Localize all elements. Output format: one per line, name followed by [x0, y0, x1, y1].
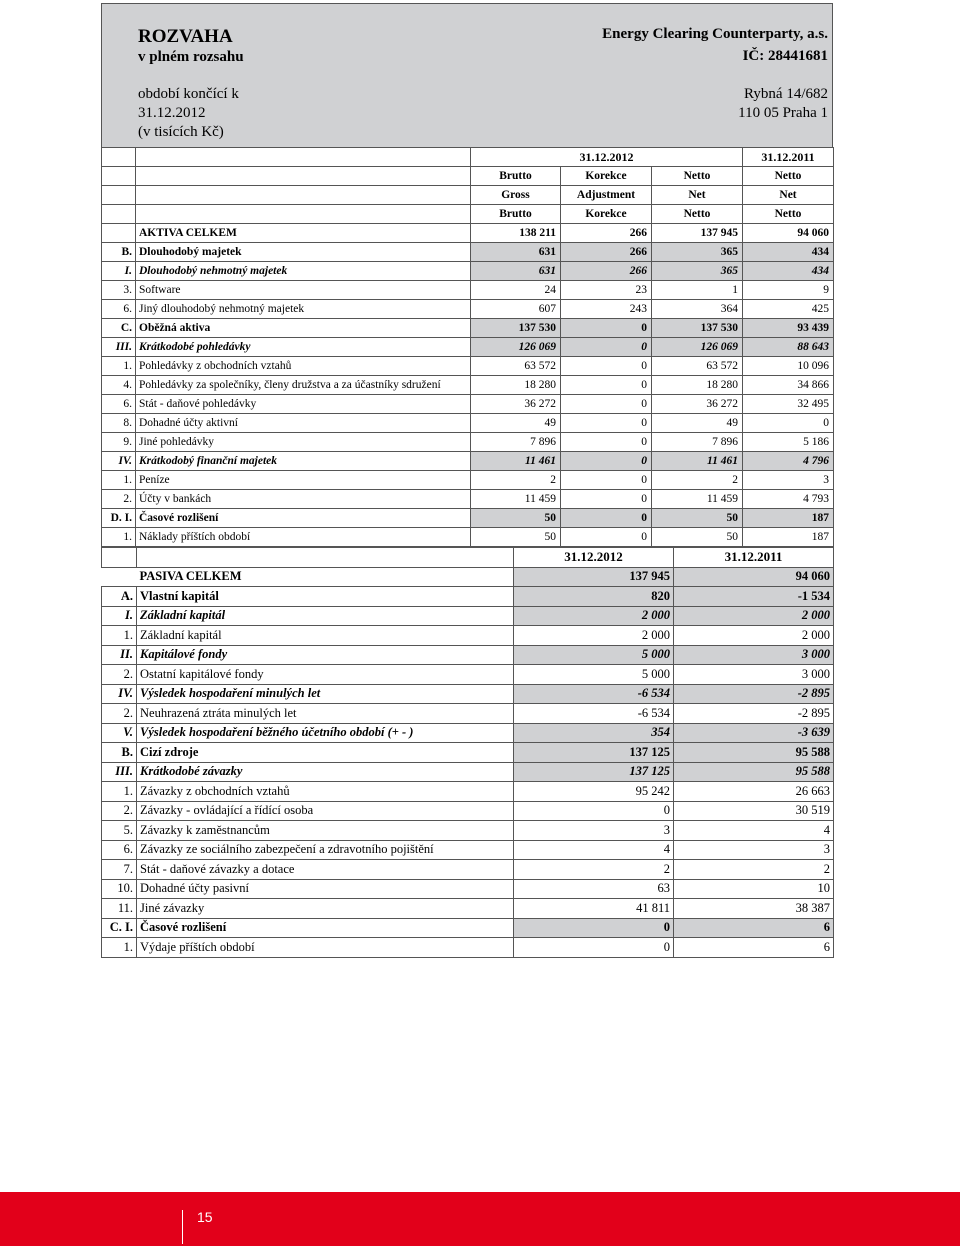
balance-sheet [101, 3, 833, 958]
value-netto-prior: 4 793 [743, 490, 834, 509]
value-brutto: 126 069 [471, 338, 561, 357]
col-header: Netto [743, 167, 834, 186]
value-prior: 95 588 [674, 762, 834, 782]
liabilities-row [102, 626, 834, 646]
value-brutto: 631 [471, 262, 561, 281]
value-netto: 11 459 [652, 490, 743, 509]
value-netto-prior: 425 [743, 300, 834, 319]
report-header [101, 3, 833, 148]
value-prior: 30 519 [674, 801, 834, 821]
assets-column-header-row [102, 167, 834, 186]
assets-date-current: 31.12.2012 [471, 148, 743, 167]
company-address-city: 110 05 Praha 1 [738, 105, 828, 121]
liabilities-row [102, 723, 834, 743]
row-label: Závazky k zaměstnancům [137, 821, 514, 841]
row-label: Krátkodobý finanční majetek [136, 452, 471, 471]
value-prior: 3 000 [674, 665, 834, 685]
value-netto-prior: 434 [743, 262, 834, 281]
assets-row [102, 452, 834, 471]
row-code: 4. [102, 376, 136, 395]
assets-row [102, 281, 834, 300]
assets-row [102, 357, 834, 376]
value-korekce: 0 [561, 357, 652, 376]
value-netto-prior: 0 [743, 414, 834, 433]
value-korekce: 0 [561, 490, 652, 509]
liabilities-row [102, 938, 834, 958]
liabilities-row [102, 606, 834, 626]
row-label: Krátkodobé pohledávky [136, 338, 471, 357]
period-label: období končící k [138, 86, 239, 102]
liabilities-row [102, 587, 834, 607]
value-current: 63 [514, 879, 674, 899]
row-label: Výsledek hospodaření minulých let [137, 684, 514, 704]
row-code: 2. [102, 490, 136, 509]
row-code: 6. [102, 300, 136, 319]
row-code: 2. [102, 704, 137, 724]
value-current: -6 534 [514, 704, 674, 724]
value-brutto: 63 572 [471, 357, 561, 376]
value-prior: 95 588 [674, 743, 834, 763]
row-code: 6. [102, 395, 136, 414]
row-label: Peníze [136, 471, 471, 490]
page-footer [0, 1192, 960, 1246]
liabilities-row [102, 899, 834, 919]
value-netto: 365 [652, 262, 743, 281]
row-label: Stát - daňové závazky a dotace [137, 860, 514, 880]
assets-row [102, 319, 834, 338]
row-label: Časové rozlišení [137, 918, 514, 938]
row-code: II. [102, 645, 137, 665]
value-netto-prior: 4 796 [743, 452, 834, 471]
col-header: Adjustment [561, 186, 652, 205]
value-korekce: 266 [561, 262, 652, 281]
value-prior: 10 [674, 879, 834, 899]
col-header: Net [652, 186, 743, 205]
value-brutto: 137 530 [471, 319, 561, 338]
liabilities-date-current: 31.12.2012 [514, 548, 674, 568]
row-code: 5. [102, 821, 137, 841]
row-code: V. [102, 723, 137, 743]
value-brutto: 2 [471, 471, 561, 490]
liabilities-row [102, 918, 834, 938]
liabilities-date-header-row [102, 548, 834, 568]
value-brutto: 36 272 [471, 395, 561, 414]
row-code: 11. [102, 899, 137, 919]
row-code: IV. [102, 452, 136, 471]
row-code: 9. [102, 433, 136, 452]
value-netto-prior: 434 [743, 243, 834, 262]
liabilities-row [102, 567, 834, 587]
value-prior: 6 [674, 918, 834, 938]
row-code: D. I. [102, 509, 136, 528]
col-header: Netto [652, 205, 743, 224]
row-label: AKTIVA CELKEM [136, 224, 471, 243]
company-name: Energy Clearing Counterparty, a.s. [602, 26, 828, 42]
value-prior: 2 [674, 860, 834, 880]
value-prior: -2 895 [674, 704, 834, 724]
value-netto: 137 530 [652, 319, 743, 338]
liabilities-row [102, 801, 834, 821]
value-prior: 6 [674, 938, 834, 958]
value-current: 137 125 [514, 743, 674, 763]
value-brutto: 24 [471, 281, 561, 300]
value-korekce: 0 [561, 452, 652, 471]
row-label: Výdaje příštích období [137, 938, 514, 958]
value-brutto: 138 211 [471, 224, 561, 243]
liabilities-row [102, 762, 834, 782]
value-netto-prior: 9 [743, 281, 834, 300]
liabilities-row [102, 704, 834, 724]
assets-column-header-row [102, 186, 834, 205]
value-korekce: 23 [561, 281, 652, 300]
col-header: Brutto [471, 167, 561, 186]
value-current: 0 [514, 801, 674, 821]
row-code: 2. [102, 801, 137, 821]
value-netto-prior: 5 186 [743, 433, 834, 452]
value-brutto: 18 280 [471, 376, 561, 395]
liabilities-row [102, 782, 834, 802]
value-korekce: 0 [561, 414, 652, 433]
row-code [102, 224, 136, 243]
value-current: 5 000 [514, 645, 674, 665]
assets-row [102, 338, 834, 357]
value-netto: 7 896 [652, 433, 743, 452]
row-label: Stát - daňové pohledávky [136, 395, 471, 414]
row-label: Kapitálové fondy [137, 645, 514, 665]
row-label: Oběžná aktiva [136, 319, 471, 338]
value-brutto: 50 [471, 509, 561, 528]
value-korekce: 266 [561, 243, 652, 262]
assets-table [101, 147, 834, 547]
assets-date-header-row [102, 148, 834, 167]
col-header: Netto [652, 167, 743, 186]
assets-column-header-row [102, 205, 834, 224]
assets-row [102, 224, 834, 243]
row-code: 1. [102, 938, 137, 958]
value-korekce: 0 [561, 319, 652, 338]
col-header: Korekce [561, 167, 652, 186]
value-prior: 38 387 [674, 899, 834, 919]
value-netto: 2 [652, 471, 743, 490]
assets-row [102, 243, 834, 262]
row-label: Dohadné účty aktivní [136, 414, 471, 433]
liabilities-date-prior: 31.12.2011 [674, 548, 834, 568]
value-korekce: 0 [561, 528, 652, 547]
liabilities-row [102, 645, 834, 665]
row-code: 7. [102, 860, 137, 880]
value-brutto: 607 [471, 300, 561, 319]
row-label: Účty v bankách [136, 490, 471, 509]
assets-date-prior: 31.12.2011 [743, 148, 834, 167]
value-netto: 137 945 [652, 224, 743, 243]
unit-label: (v tisících Kč) [138, 124, 224, 140]
value-korekce: 0 [561, 433, 652, 452]
value-netto-prior: 34 866 [743, 376, 834, 395]
row-code: 1. [102, 782, 137, 802]
value-netto: 1 [652, 281, 743, 300]
value-prior: -3 639 [674, 723, 834, 743]
value-netto-prior: 187 [743, 528, 834, 547]
row-code: 3. [102, 281, 136, 300]
assets-row [102, 471, 834, 490]
row-label: Dlouhodobý majetek [136, 243, 471, 262]
row-label: Základní kapitál [137, 606, 514, 626]
liabilities-row [102, 821, 834, 841]
liabilities-row [102, 684, 834, 704]
row-label: PASIVA CELKEM [139, 569, 242, 584]
value-netto-prior: 88 643 [743, 338, 834, 357]
value-netto: 49 [652, 414, 743, 433]
row-label: Cizí zdroje [137, 743, 514, 763]
report-subtitle: v plném rozsahu [138, 49, 244, 65]
row-label: Neuhrazená ztráta minulých let [137, 704, 514, 724]
value-current: 41 811 [514, 899, 674, 919]
row-code: B. [102, 743, 137, 763]
assets-row [102, 433, 834, 452]
row-code: 1. [102, 471, 136, 490]
col-header: Netto [743, 205, 834, 224]
value-netto-prior: 187 [743, 509, 834, 528]
report-title: ROZVAHA [138, 26, 233, 47]
value-netto: 126 069 [652, 338, 743, 357]
value-current: 0 [514, 918, 674, 938]
value-prior: 4 [674, 821, 834, 841]
row-label: Závazky - ovládající a řídící osoba [137, 801, 514, 821]
row-code: 1. [102, 357, 136, 376]
value-netto-prior: 94 060 [743, 224, 834, 243]
value-brutto: 7 896 [471, 433, 561, 452]
value-prior: 3 000 [674, 645, 834, 665]
liabilities-row [102, 665, 834, 685]
row-code: I. [102, 262, 136, 281]
assets-row [102, 509, 834, 528]
value-netto: 365 [652, 243, 743, 262]
value-netto: 18 280 [652, 376, 743, 395]
row-code: C. I. [102, 918, 137, 938]
row-code: III. [102, 338, 136, 357]
row-label: Závazky z obchodních vztahů [137, 782, 514, 802]
row-code: C. [102, 319, 136, 338]
row-label: Pohledávky z obchodních vztahů [136, 357, 471, 376]
value-netto-prior: 32 495 [743, 395, 834, 414]
assets-row [102, 395, 834, 414]
value-brutto: 50 [471, 528, 561, 547]
value-prior: 3 [674, 840, 834, 860]
row-code: A. [102, 587, 137, 607]
value-prior: -2 895 [674, 684, 834, 704]
value-current: -6 534 [514, 684, 674, 704]
value-current: 354 [514, 723, 674, 743]
row-code: 1. [102, 528, 136, 547]
row-label: Pohledávky za společníky, členy družstva a za účastníky sdružení [136, 376, 471, 395]
value-current: 820 [514, 587, 674, 607]
company-id: IČ: 28441681 [742, 48, 828, 64]
row-label: Krátkodobé závazky [137, 762, 514, 782]
assets-row [102, 300, 834, 319]
value-prior: -1 534 [674, 587, 834, 607]
footer-divider [182, 1210, 183, 1244]
value-netto: 36 272 [652, 395, 743, 414]
value-brutto: 11 461 [471, 452, 561, 471]
col-header: Korekce [561, 205, 652, 224]
assets-row [102, 376, 834, 395]
row-label: Software [136, 281, 471, 300]
period-date: 31.12.2012 [138, 105, 206, 121]
assets-row [102, 528, 834, 547]
row-code: IV. [102, 684, 137, 704]
value-brutto: 11 459 [471, 490, 561, 509]
value-current: 95 242 [514, 782, 674, 802]
value-netto: 50 [652, 509, 743, 528]
row-label: Časové rozlišení [136, 509, 471, 528]
value-current: 5 000 [514, 665, 674, 685]
liabilities-row [102, 860, 834, 880]
row-code: 6. [102, 840, 137, 860]
row-label: Dlouhodobý nehmotný majetek [136, 262, 471, 281]
value-current: 4 [514, 840, 674, 860]
value-korekce: 0 [561, 509, 652, 528]
value-netto-prior: 93 439 [743, 319, 834, 338]
liabilities-table [101, 547, 834, 958]
row-code: 8. [102, 414, 136, 433]
row-code: III. [102, 762, 137, 782]
row-code [102, 567, 137, 587]
value-korekce: 0 [561, 471, 652, 490]
value-current: 3 [514, 821, 674, 841]
row-code: 1. [102, 626, 137, 646]
value-current: 0 [514, 938, 674, 958]
row-label: Jiný dlouhodobý nehmotný majetek [136, 300, 471, 319]
value-prior: 94 060 [674, 567, 834, 587]
value-brutto: 631 [471, 243, 561, 262]
value-current: 2 000 [514, 606, 674, 626]
value-korekce: 266 [561, 224, 652, 243]
liabilities-row [102, 879, 834, 899]
row-label: Závazky ze sociálního zabezpečení a zdravotního pojištění [137, 840, 514, 860]
row-label: Výsledek hospodaření běžného účetního období (+ - ) [137, 723, 514, 743]
assets-row [102, 414, 834, 433]
value-netto: 50 [652, 528, 743, 547]
value-korekce: 0 [561, 395, 652, 414]
value-korekce: 0 [561, 338, 652, 357]
assets-row [102, 490, 834, 509]
row-label: Dohadné účty pasivní [137, 879, 514, 899]
assets-row [102, 262, 834, 281]
value-netto-prior: 3 [743, 471, 834, 490]
value-prior: 2 000 [674, 626, 834, 646]
row-code: I. [102, 606, 137, 626]
value-prior: 2 000 [674, 606, 834, 626]
value-korekce: 0 [561, 376, 652, 395]
row-code: 2. [102, 665, 137, 685]
value-current: 2 000 [514, 626, 674, 646]
page-number: 15 [197, 1209, 213, 1225]
row-label: Náklady příštích období [136, 528, 471, 547]
row-label: Jiné pohledávky [136, 433, 471, 452]
value-current: 137 945 [514, 567, 674, 587]
row-label: Vlastní kapitál [137, 587, 514, 607]
value-current: 137 125 [514, 762, 674, 782]
value-korekce: 243 [561, 300, 652, 319]
row-code: B. [102, 243, 136, 262]
value-netto: 11 461 [652, 452, 743, 471]
row-label: Jiné závazky [137, 899, 514, 919]
liabilities-row [102, 743, 834, 763]
row-label: Základní kapitál [137, 626, 514, 646]
liabilities-row [102, 840, 834, 860]
value-netto: 63 572 [652, 357, 743, 376]
col-header: Brutto [471, 205, 561, 224]
value-brutto: 49 [471, 414, 561, 433]
value-prior: 26 663 [674, 782, 834, 802]
col-header: Gross [471, 186, 561, 205]
value-netto-prior: 10 096 [743, 357, 834, 376]
col-header: Net [743, 186, 834, 205]
row-label: Ostatní kapitálové fondy [137, 665, 514, 685]
row-code: 10. [102, 879, 137, 899]
value-current: 2 [514, 860, 674, 880]
value-netto: 364 [652, 300, 743, 319]
company-address-street: Rybná 14/682 [744, 86, 828, 102]
